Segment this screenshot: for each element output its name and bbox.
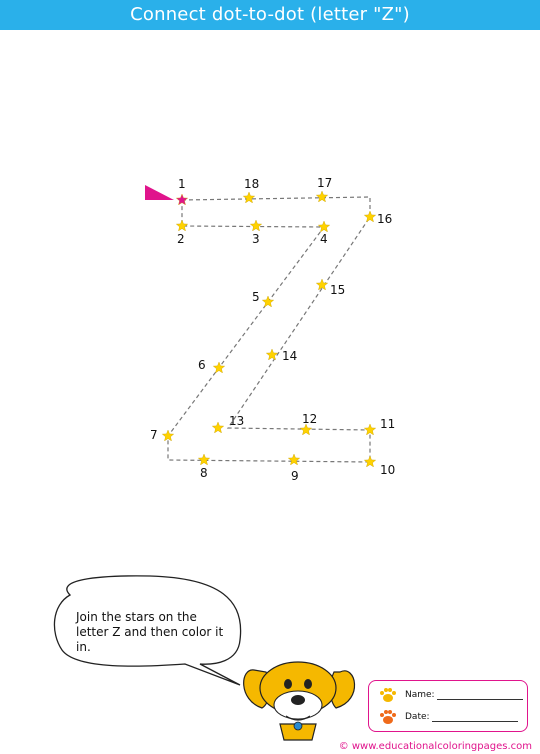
dot-number-16: 16 [377,212,393,226]
dot-number-3: 3 [252,232,260,246]
dot-number-10: 10 [380,463,396,477]
dot-number-18: 18 [244,177,260,191]
paw-icon [379,687,397,703]
dot-number-17: 17 [317,176,333,190]
website-credit: © www.educationalcoloringpages.com [338,741,532,752]
instruction-text: Join the stars on the letter Z and then color it in. [76,610,224,654]
star-dot-6[interactable] [213,362,224,373]
dot-number-11: 11 [380,417,396,431]
start-arrow [145,185,174,200]
star-dot-8[interactable] [198,454,209,465]
dot-number-14: 14 [282,349,298,363]
star-dot-10[interactable] [364,456,375,467]
dot-number-13: 13 [229,414,245,428]
date-field[interactable] [405,712,518,722]
star-dot-3[interactable] [250,220,261,231]
dot-number-4: 4 [320,232,328,246]
star-dot-17[interactable] [316,191,327,202]
name-date-box [368,680,528,732]
dot-number-5: 5 [252,290,260,304]
name-field[interactable] [405,690,523,700]
star-dot-18[interactable] [243,192,254,203]
dot-number-7: 7 [150,428,158,442]
dot-number-8: 8 [200,466,208,480]
star-dot-15[interactable] [316,279,327,290]
star-dot-13[interactable] [212,422,223,433]
dot-number-9: 9 [291,469,299,483]
star-dot-2[interactable] [176,220,187,231]
page-title: Connect dot-to-dot (letter "Z") [130,4,410,25]
star-dot-16[interactable] [364,211,375,222]
star-dot-5[interactable] [262,296,273,307]
star-dot-9[interactable] [288,454,299,465]
star-dot-1[interactable] [176,194,187,205]
dot-number-2: 2 [177,232,185,246]
dog-mascot-illustration [244,662,355,740]
name-label: Name: [405,690,435,700]
star-dot-4[interactable] [318,221,329,232]
dot-number-12: 12 [302,412,318,426]
star-dot-14[interactable] [266,349,277,360]
date-label: Date: [405,712,430,722]
dot-number-15: 15 [330,283,346,297]
dot-number-1: 1 [178,177,186,191]
letter-z-outline [168,197,370,462]
paw-icon [379,709,397,725]
star-dot-11[interactable] [364,424,375,435]
dot-number-6: 6 [198,358,206,372]
